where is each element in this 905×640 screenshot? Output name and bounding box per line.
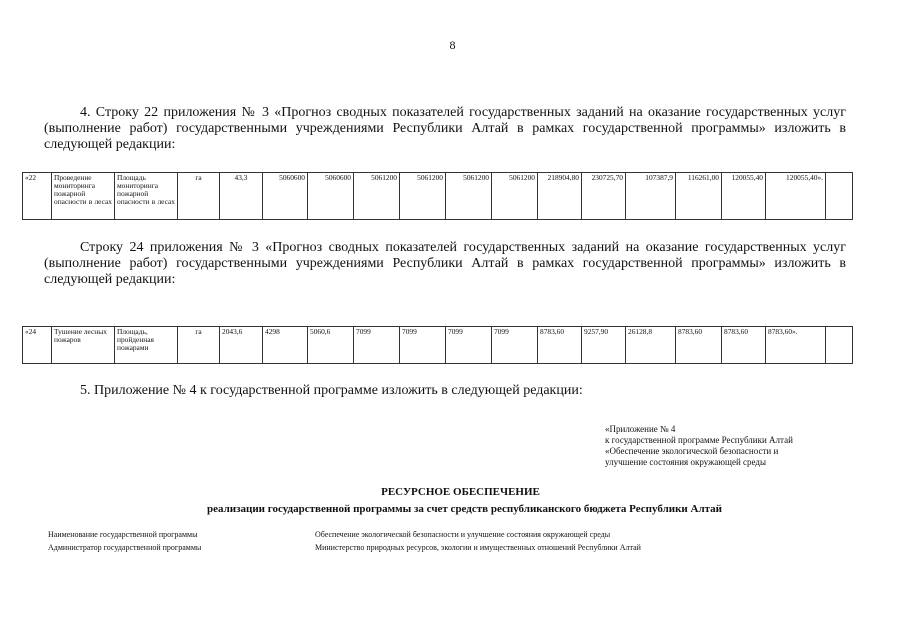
document-subtitle: реализации государственной программы за счет средств республиканского бюджета Республики Алтай: [206, 503, 722, 515]
cell-value: 7099: [400, 327, 446, 364]
appendix-line: «Приложение № 4: [605, 424, 676, 434]
cell-value: 2043,6: [220, 327, 263, 364]
cell-empty: [826, 173, 853, 220]
cell-indicator-name: Площадь мониторинга пожарной опасности в лесах: [115, 173, 178, 220]
table-row-22: [22, 172, 853, 220]
cell-value: 5060,6: [308, 327, 354, 364]
paragraph-row-24-instruction: Строку 24 приложения № 3 «Прогноз сводных показателей государственных заданий на оказание государственных услуг (выполнение работ) государственными учреждениями Республики Алтай в рамках государственной программы» изложить в следующей редакции:: [44, 240, 846, 287]
paragraph-appendix-4-instruction: 5. Приложение № 4 к государственной программе изложить в следующей редакции:: [80, 383, 583, 398]
document-title: РЕСУРСНОЕ ОБЕСПЕЧЕНИЕ: [381, 486, 540, 498]
cell-value: 5061200: [400, 173, 446, 220]
program-name-value: Обеспечение экологической безопасности и улучшение состояния окружающей среды: [315, 530, 611, 539]
appendix-line: «Обеспечение экологической безопасности и: [605, 446, 779, 456]
cell-value: 230725,70: [582, 173, 626, 220]
cell-value: 8783,60: [538, 327, 582, 364]
cell-value: 43,3: [220, 173, 263, 220]
appendix-header: [605, 424, 793, 468]
cell-value: 107387,9: [626, 173, 676, 220]
cell-row-number: «22: [23, 173, 52, 220]
cell-value: 7099: [492, 327, 538, 364]
program-name-label: Наименование государственной программы: [48, 530, 198, 539]
cell-value: 8783,60: [676, 327, 722, 364]
cell-service-name: Тушение лесных пожаров: [52, 327, 115, 364]
page-number: 8: [449, 38, 456, 52]
cell-empty: [826, 327, 853, 364]
cell-value: 7099: [446, 327, 492, 364]
cell-value: 5060600: [308, 173, 354, 220]
cell-value: 4298: [263, 327, 308, 364]
program-admin-value: Министерство природных ресурсов, экологии и имущественных отношений Республики Алтай: [315, 543, 641, 552]
cell-indicator-name: Площадь, пройденная пожарами: [115, 327, 178, 364]
cell-row-number: «24: [23, 327, 52, 364]
cell-value: 7099: [354, 327, 400, 364]
cell-unit: га: [178, 173, 220, 220]
cell-value: 8783,60».: [766, 327, 826, 364]
cell-value: 5061200: [446, 173, 492, 220]
appendix-line: улучшение состояния окружающей среды: [605, 457, 767, 467]
cell-service-name: Проведение мониторинга пожарной опасности в лесах: [52, 173, 115, 220]
cell-value: 26128,8: [626, 327, 676, 364]
table-row-24: [22, 326, 853, 364]
cell-unit: га: [178, 327, 220, 364]
paragraph-row-22-instruction: 4. Строку 22 приложения № 3 «Прогноз сводных показателей государственных заданий на оказание государственных услуг (выполнение работ) государственными учреждениями Республики Алтай в рамках государственной программы» изложить в следующей редакции:: [44, 105, 846, 152]
cell-value: 120055,40».: [766, 173, 826, 220]
cell-value: 8783,60: [722, 327, 766, 364]
cell-value: 5060600: [263, 173, 308, 220]
cell-value: 218904,80: [538, 173, 582, 220]
cell-value: 116261,00: [676, 173, 722, 220]
cell-value: 5061200: [354, 173, 400, 220]
cell-value: 120055,40: [722, 173, 766, 220]
program-admin-label: Администратор государственной программы: [48, 543, 202, 552]
cell-value: 5061200: [492, 173, 538, 220]
appendix-line: к государственной программе Республики Алтай: [605, 435, 793, 445]
cell-value: 9257,90: [582, 327, 626, 364]
